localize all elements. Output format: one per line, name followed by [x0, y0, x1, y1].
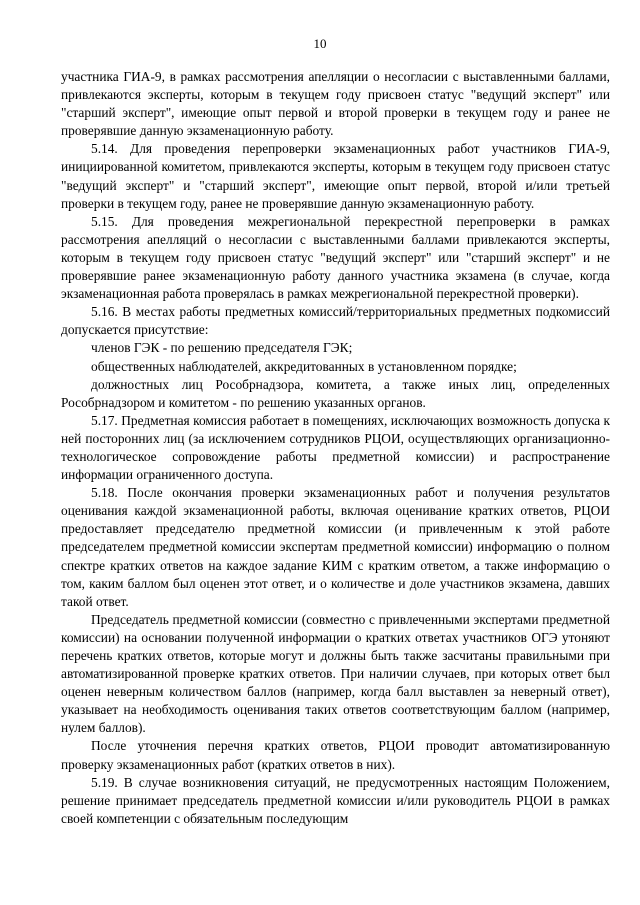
page-number: 10: [313, 36, 327, 51]
list-item-public-observers: общественных наблюдателей, аккредитованных в установленном порядке;: [91, 358, 517, 374]
list-item-gek-members: членов ГЭК - по решению председателя ГЭК;: [91, 340, 353, 356]
paragraph-5-15: 5.15. Для проведения межрегиональной перекрестной перепроверки в рамках рассмотрения апелляций о несогласии с выставленными баллами привлекаются эксперты, которым в текущем году присвоен статус "ведущий эксперт" или "старший эксперт" и не проверявшие ранее экзаменационную работу данного участника экзамена (в случае, когда экзаменационная работа проверялась в рамках межрегиональной перекрестной проверки).: [61, 213, 610, 302]
paragraph-after-clarification: После уточнения перечня кратких ответов, РЦОИ проводит автоматизированную проверку экзаменационных работ (кратких ответов в них).: [61, 738, 610, 772]
paragraph-5-14: 5.14. Для проведения перепроверки экзаменационных работ участников ГИА-9, инициированной комитетом, привлекаются эксперты, которым в текущем году присвоен статус "ведущий эксперт" и "старший эксперт", имеющие опыт первой, второй и/или третьей проверки в текущем году, ранее не проверявшие данную экзаменационную работу.: [61, 141, 610, 211]
paragraph-continuation: участника ГИА-9, в рамках рассмотрения апелляции о несогласии с выставленными баллами, привлекаются эксперты, которым в текущем году присвоен статус "ведущий эксперт" или "старший эксперт", имеющие опыт первой и второй проверки в текущем году и ранее не проверявшие данную экзаменационную работу.: [61, 69, 610, 139]
document-body: [61, 68, 610, 828]
list-item-officials: должностных лиц Рособрнадзора, комитета, а также иных лиц, определенных Рособрнадзором и комитетом - по решению указанных органов.: [61, 376, 610, 410]
paragraph-5-17: 5.17. Предметная комиссия работает в помещениях, исключающих возможность допуска к ней посторонних лиц (за исключением сотрудников РЦОИ, осуществляющих организационно-технологическое сопровождение работы предметной комиссии) и распространение информации ограниченного доступа.: [61, 412, 610, 483]
paragraph-5-19: 5.19. В случае возникновения ситуаций, не предусмотренных настоящим Положением, решение принимает председатель предметной комиссии и/или руководитель РЦОИ в рамках своей компетенции с обязательным последующим: [61, 774, 610, 826]
paragraph-chairman: Председатель предметной комиссии (совместно с привлеченными экспертами предметной комиссии) на основании полученной информации о кратких ответах участников ОГЭ утоняют перечень кратких ответов, которые могут и должны быть также засчитаны правильными при автоматизированной проверке кратких ответов. При наличии случаев, при которых ответ был оценен неверным количеством баллов (например, когда балл выставлен за неверный ответ), указывает на необходимость оценивания таких ответов соответствующим баллом (например, нулем баллов).: [61, 611, 610, 736]
paragraph-5-18: 5.18. После окончания проверки экзаменационных работ и получения результатов оценивания каждой экзаменационной работы, включая оценивание кратких ответов, РЦОИ предоставляет председателю предметной комиссии (и привлеченным к этой работе председателем предметной комиссии экспертам предметной комиссии) информацию о полном спектре кратких ответов на каждое задание КИМ с кратким ответом, а также информацию о том, каким баллом был оценен этот ответ, и о количестве и доле участников экзамена, давших такой ответ.: [61, 485, 610, 609]
paragraph-5-16: 5.16. В местах работы предметных комиссий/территориальных предметных подкомиссий допускается присутствие:: [61, 304, 610, 338]
